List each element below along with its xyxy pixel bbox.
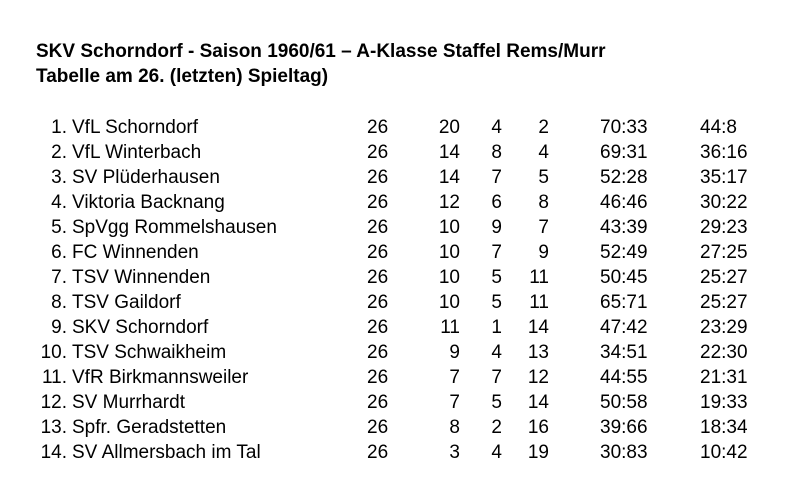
goals-cell: 30:83 bbox=[600, 442, 648, 463]
lost-cell: 7 bbox=[538, 217, 549, 238]
team-cell: TSV Gaildorf bbox=[72, 292, 181, 313]
table-row bbox=[0, 165, 792, 190]
points-cell: 36:16 bbox=[700, 142, 748, 163]
goals-cell: 69:31 bbox=[600, 142, 648, 163]
rank-cell: 6. bbox=[51, 242, 67, 263]
drawn-cell: 5 bbox=[491, 392, 502, 413]
points-cell: 22:30 bbox=[700, 342, 748, 363]
rank-cell: 8. bbox=[51, 292, 67, 313]
team-cell: VfL Schorndorf bbox=[72, 117, 199, 138]
won-cell: 20 bbox=[438, 117, 460, 138]
games-cell: 26 bbox=[367, 267, 389, 288]
games-cell: 26 bbox=[367, 392, 389, 413]
goals-cell: 43:39 bbox=[600, 217, 648, 238]
lost-cell: 2 bbox=[538, 117, 549, 138]
goals-cell: 44:55 bbox=[600, 367, 648, 388]
team-cell: SV Allmersbach im Tal bbox=[72, 442, 261, 463]
goals-cell: 52:28 bbox=[600, 167, 648, 188]
drawn-cell: 5 bbox=[491, 267, 502, 288]
points-cell: 27:25 bbox=[700, 242, 748, 263]
drawn-cell: 7 bbox=[491, 242, 502, 263]
lost-cell: 8 bbox=[538, 192, 549, 213]
lost-cell: 19 bbox=[527, 442, 549, 463]
table-row bbox=[0, 440, 792, 465]
lost-cell: 14 bbox=[527, 392, 549, 413]
games-cell: 26 bbox=[367, 367, 389, 388]
drawn-cell: 4 bbox=[491, 117, 502, 138]
goals-cell: 65:71 bbox=[600, 292, 648, 313]
rank-cell: 11. bbox=[41, 367, 67, 388]
goals-cell: 34:51 bbox=[600, 342, 648, 363]
won-cell: 8 bbox=[449, 417, 460, 438]
table-row bbox=[0, 190, 792, 215]
drawn-cell: 4 bbox=[491, 342, 502, 363]
rank-cell: 14. bbox=[40, 442, 67, 463]
rank-cell: 5. bbox=[51, 217, 67, 238]
rank-cell: 4. bbox=[51, 192, 67, 213]
team-cell: TSV Schwaikheim bbox=[72, 342, 227, 363]
lost-cell: 5 bbox=[538, 167, 549, 188]
team-cell: Viktoria Backnang bbox=[72, 192, 225, 213]
standings-table bbox=[0, 115, 792, 465]
goals-cell: 39:66 bbox=[600, 417, 648, 438]
drawn-cell: 8 bbox=[491, 142, 502, 163]
table-row bbox=[0, 240, 792, 265]
goals-cell: 70:33 bbox=[600, 117, 648, 138]
won-cell: 9 bbox=[449, 342, 460, 363]
team-cell: SV Plüderhausen bbox=[72, 167, 220, 188]
points-cell: 30:22 bbox=[700, 192, 748, 213]
points-cell: 23:29 bbox=[700, 317, 748, 338]
points-cell: 25:27 bbox=[700, 267, 748, 288]
rank-cell: 9. bbox=[51, 317, 67, 338]
won-cell: 14 bbox=[438, 167, 460, 188]
team-cell: Spfr. Geradstetten bbox=[72, 417, 227, 438]
table-row bbox=[0, 265, 792, 290]
games-cell: 26 bbox=[367, 292, 389, 313]
drawn-cell: 1 bbox=[491, 317, 502, 338]
points-cell: 18:34 bbox=[700, 417, 748, 438]
games-cell: 26 bbox=[367, 417, 389, 438]
goals-cell: 46:46 bbox=[600, 192, 648, 213]
points-cell: 19:33 bbox=[700, 392, 748, 413]
team-cell: FC Winnenden bbox=[72, 242, 199, 263]
lost-cell: 9 bbox=[538, 242, 549, 263]
games-cell: 26 bbox=[367, 342, 389, 363]
drawn-cell: 5 bbox=[491, 292, 502, 313]
lost-cell: 11 bbox=[529, 267, 549, 288]
points-cell: 35:17 bbox=[700, 167, 748, 188]
rank-cell: 3. bbox=[51, 167, 67, 188]
won-cell: 7 bbox=[449, 367, 460, 388]
won-cell: 3 bbox=[449, 442, 460, 463]
won-cell: 10 bbox=[438, 267, 460, 288]
goals-cell: 52:49 bbox=[600, 242, 648, 263]
games-cell: 26 bbox=[367, 442, 389, 463]
team-cell: SpVgg Rommelshausen bbox=[72, 217, 277, 238]
goals-cell: 50:58 bbox=[600, 392, 648, 413]
team-cell: VfL Winterbach bbox=[72, 142, 202, 163]
lost-cell: 16 bbox=[527, 417, 549, 438]
won-cell: 14 bbox=[438, 142, 460, 163]
table-row bbox=[0, 290, 792, 315]
drawn-cell: 9 bbox=[491, 217, 502, 238]
drawn-cell: 7 bbox=[491, 167, 502, 188]
points-cell: 21:31 bbox=[700, 367, 748, 388]
rank-cell: 12. bbox=[40, 392, 67, 413]
games-cell: 26 bbox=[367, 317, 389, 338]
table-row bbox=[0, 315, 792, 340]
drawn-cell: 7 bbox=[491, 367, 502, 388]
rank-cell: 1. bbox=[51, 117, 67, 138]
rank-cell: 2. bbox=[51, 142, 67, 163]
goals-cell: 47:42 bbox=[600, 317, 648, 338]
table-row bbox=[0, 115, 792, 140]
lost-cell: 4 bbox=[538, 142, 549, 163]
rank-cell: 7. bbox=[51, 267, 67, 288]
table-row bbox=[0, 365, 792, 390]
page-subtitle: Tabelle am 26. (letzten) Spieltag) bbox=[36, 66, 329, 87]
won-cell: 10 bbox=[438, 292, 460, 313]
points-cell: 29:23 bbox=[700, 217, 748, 238]
team-cell: VfR Birkmannsweiler bbox=[72, 367, 249, 388]
points-cell: 25:27 bbox=[700, 292, 748, 313]
drawn-cell: 6 bbox=[491, 192, 502, 213]
table-row bbox=[0, 340, 792, 365]
table-row bbox=[0, 415, 792, 440]
rank-cell: 13. bbox=[40, 417, 67, 438]
lost-cell: 11 bbox=[529, 292, 549, 313]
points-cell: 10:42 bbox=[700, 442, 748, 463]
team-cell: TSV Winnenden bbox=[72, 267, 211, 288]
team-cell: SKV Schorndorf bbox=[72, 317, 209, 338]
won-cell: 10 bbox=[438, 217, 460, 238]
won-cell: 12 bbox=[438, 192, 460, 213]
table-row bbox=[0, 215, 792, 240]
games-cell: 26 bbox=[367, 167, 389, 188]
won-cell: 11 bbox=[440, 317, 460, 338]
games-cell: 26 bbox=[367, 117, 389, 138]
drawn-cell: 2 bbox=[491, 417, 502, 438]
lost-cell: 14 bbox=[527, 317, 549, 338]
rank-cell: 10. bbox=[40, 342, 67, 363]
won-cell: 7 bbox=[449, 392, 460, 413]
drawn-cell: 4 bbox=[491, 442, 502, 463]
lost-cell: 12 bbox=[527, 367, 549, 388]
table-row bbox=[0, 390, 792, 415]
games-cell: 26 bbox=[367, 142, 389, 163]
goals-cell: 50:45 bbox=[600, 267, 648, 288]
games-cell: 26 bbox=[367, 217, 389, 238]
points-cell: 44:8 bbox=[700, 117, 737, 138]
games-cell: 26 bbox=[367, 192, 389, 213]
lost-cell: 13 bbox=[527, 342, 549, 363]
won-cell: 10 bbox=[438, 242, 460, 263]
games-cell: 26 bbox=[367, 242, 389, 263]
team-cell: SV Murrhardt bbox=[72, 392, 185, 413]
page-title: SKV Schorndorf - Saison 1960/61 – A-Klasse Staffel Rems/Murr bbox=[36, 41, 606, 62]
table-row bbox=[0, 140, 792, 165]
